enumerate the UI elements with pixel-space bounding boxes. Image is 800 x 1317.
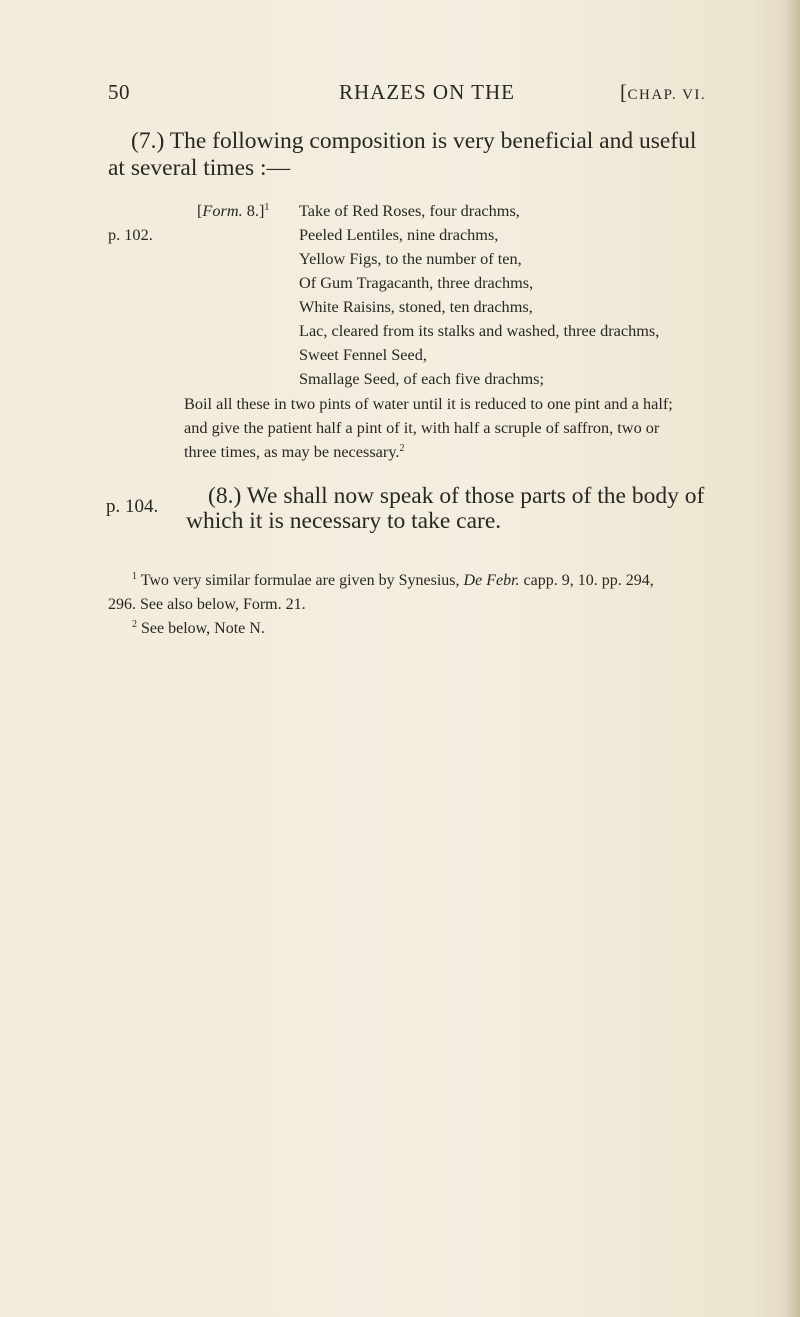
footnote-1-pages: capp. 9, 10. pp. 294,	[519, 572, 654, 589]
section-8-line-1: (8.) We shall now speak of those parts of the body of	[208, 483, 705, 509]
section-8-line-2: which it is necessary to take care.	[186, 508, 502, 534]
formula-label-word: Form.	[202, 201, 243, 220]
section-7-line-1: (7.) The following composition is very beneficial and useful	[131, 128, 697, 154]
ingredient-line: Peeled Lentiles, nine drachms,	[299, 225, 499, 244]
section-7-line-2: at several times :—	[108, 155, 291, 181]
ingredient-line: Of Gum Tragacanth, three drachms,	[299, 273, 534, 292]
ingredient-line: Lac, cleared from its stalks and washed, three drachms,	[299, 321, 660, 340]
formula-label-number: 8.]	[242, 201, 265, 220]
page-number: 50	[108, 80, 130, 104]
footnote-2-text: See below, Note N.	[141, 620, 265, 637]
chapter-reference	[620, 80, 706, 105]
footnote-1-title: De Febr.	[463, 572, 520, 589]
directions-line: and give the patient half a pint of it, with half a scruple of saffron, two or	[184, 418, 660, 437]
ingredient-line: Take of Red Roses, four drachms,	[299, 201, 520, 220]
ingredient-line: White Raisins, stoned, ten drachms,	[299, 297, 533, 316]
footnote-1-continued: 296. See also below, Form. 21.	[108, 596, 306, 613]
ingredient-line: Yellow Figs, to the number of ten,	[299, 249, 522, 268]
page-edge-shadow	[784, 0, 800, 1317]
margin-ref-p102: p. 102.	[108, 225, 153, 244]
chapter-bracket: [	[620, 80, 628, 104]
ingredient-line: Smallage Seed, of each five drachms;	[299, 369, 545, 388]
footnote-ref-2: 2	[399, 443, 405, 454]
ingredient-line: Sweet Fennel Seed,	[299, 345, 427, 364]
running-title: RHAZES ON THE	[339, 80, 515, 104]
footnote-2	[132, 620, 265, 638]
footnote-ref-1: 1	[264, 202, 270, 213]
directions-line: Boil all these in two pints of water until it is reduced to one pint and a half;	[184, 394, 673, 413]
footnote-2-mark: 2	[132, 619, 137, 630]
formula-label-bracket: [	[197, 201, 203, 220]
directions-text: three times, as may be necessary.	[184, 442, 400, 461]
footnote-1-text: Two very similar formulae are given by Synesius,	[140, 572, 464, 589]
footnote-1	[132, 572, 654, 590]
chapter-text: CHAP. VI.	[627, 87, 707, 103]
margin-ref-p104: p. 104.	[106, 496, 159, 517]
directions-line	[184, 442, 405, 462]
footnote-1-mark: 1	[132, 571, 137, 582]
formula-label	[197, 201, 269, 221]
